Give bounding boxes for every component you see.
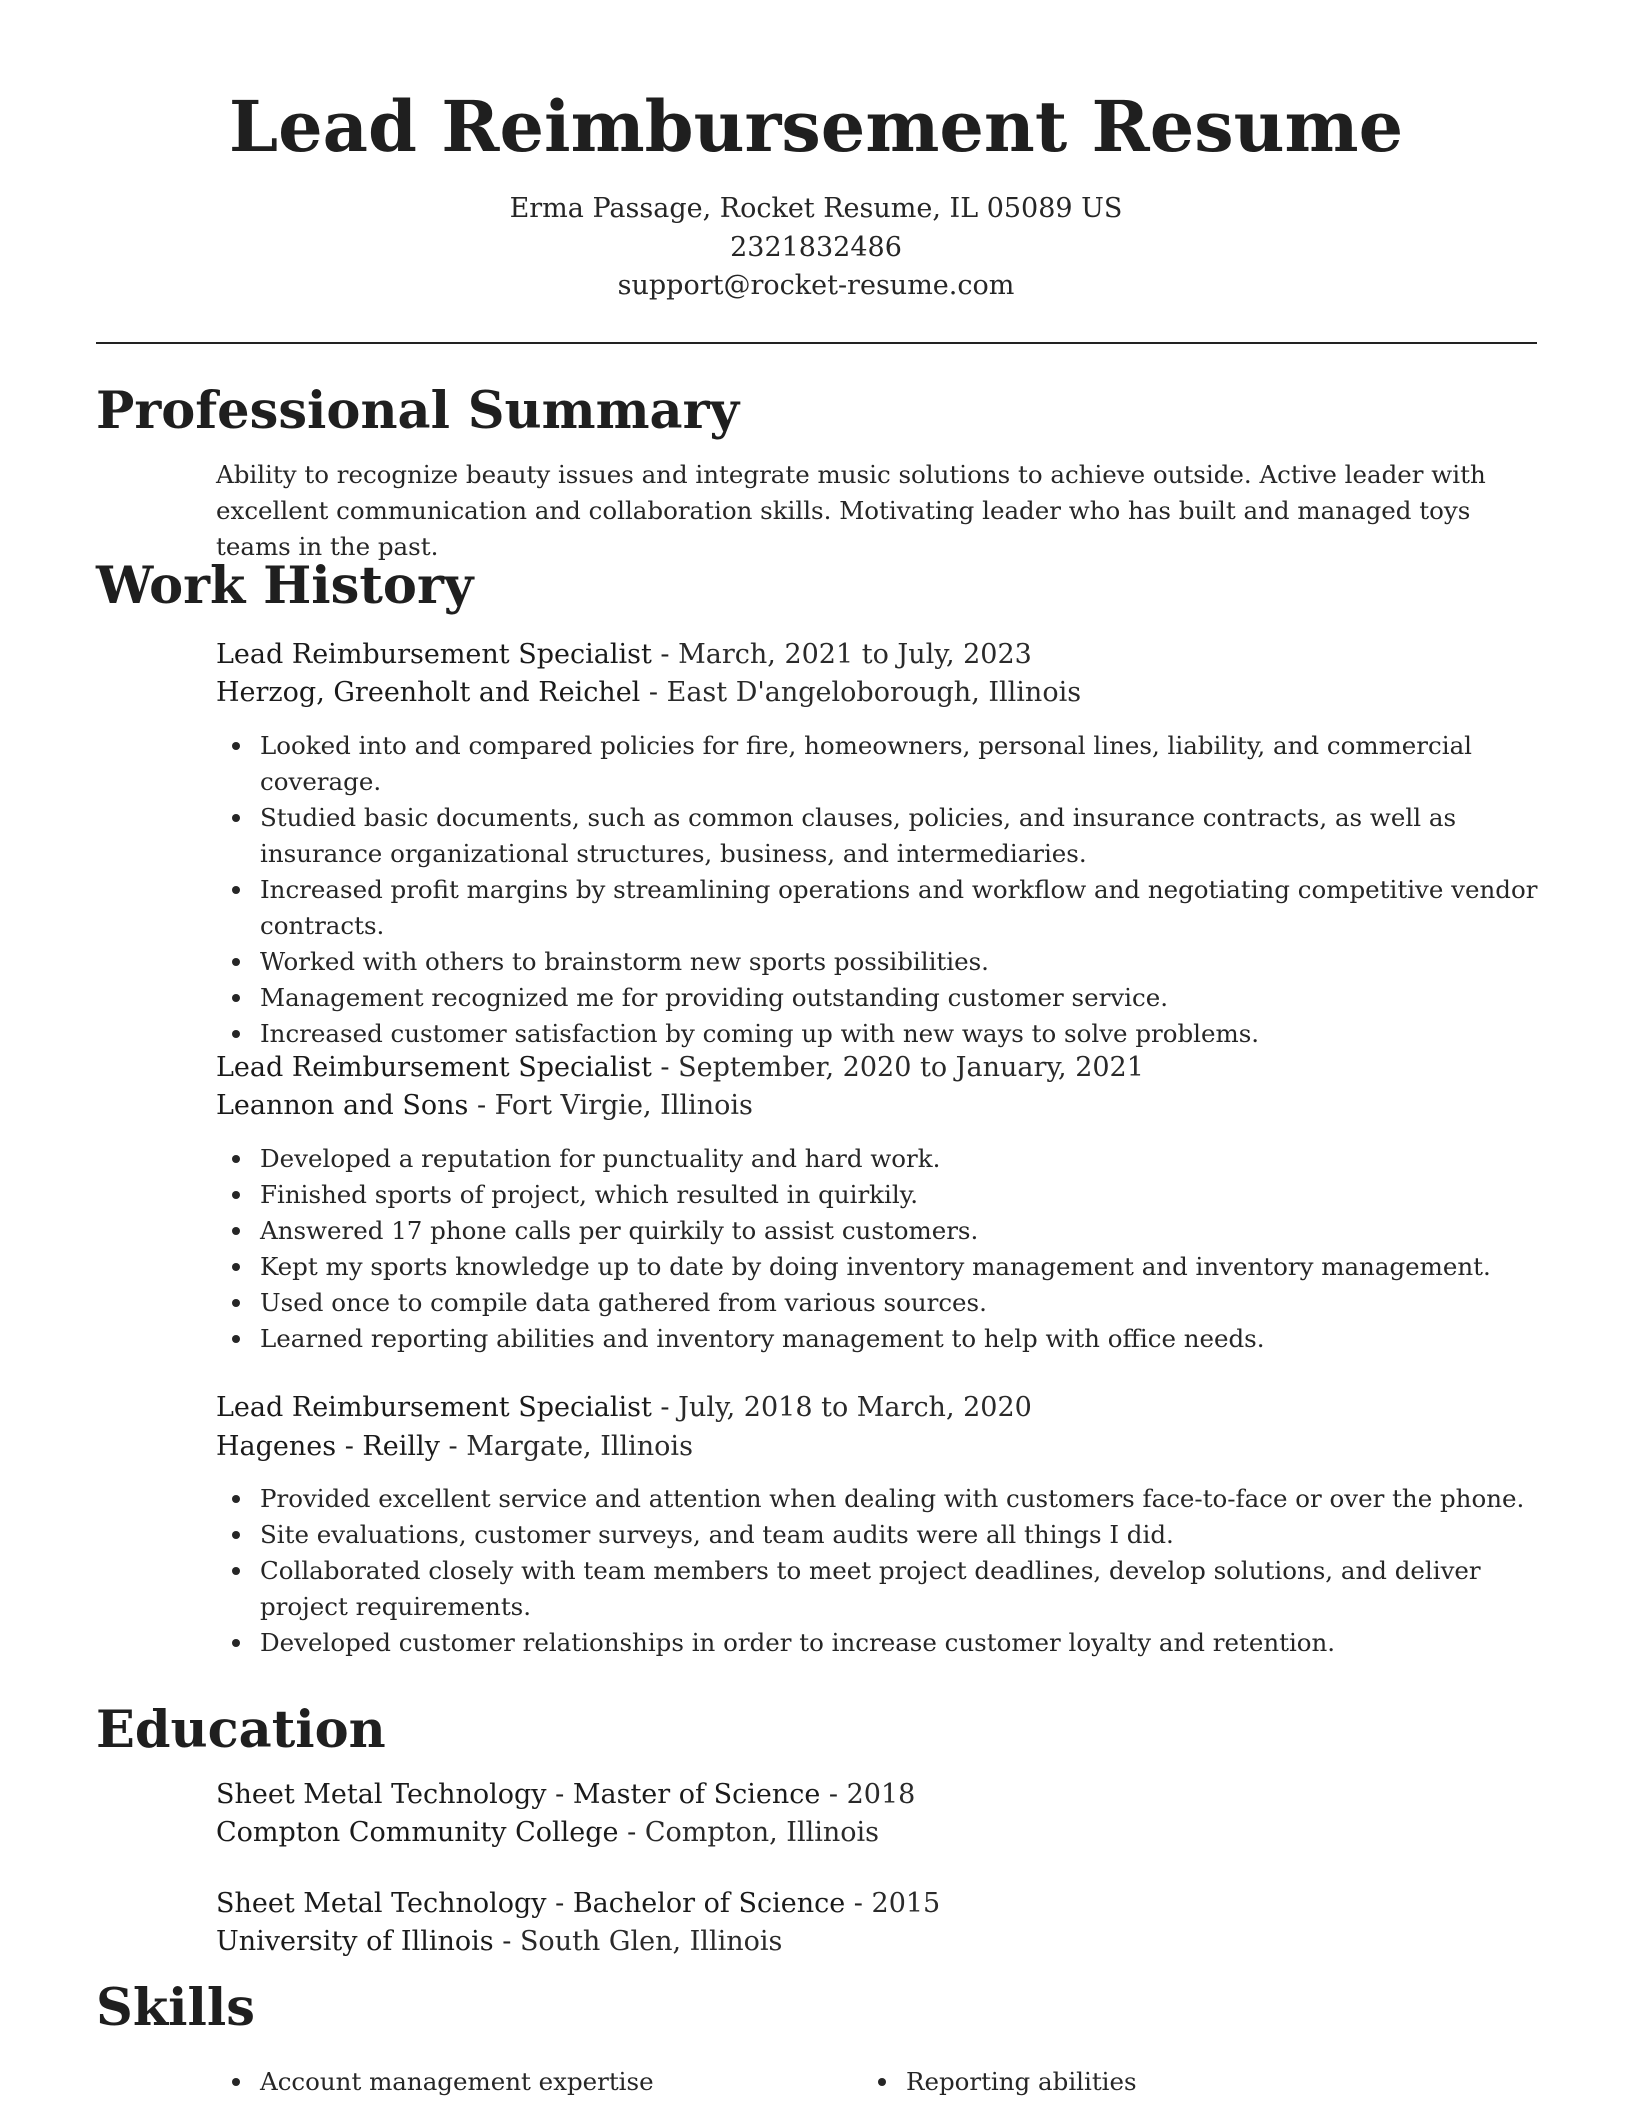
education-2-year: 2015: [871, 1888, 941, 1919]
list-item: Developed customer relationships in order to increase customer loyalty and retention.: [216, 1625, 1546, 1661]
summary-heading: Professional Summary: [96, 381, 740, 441]
job-1-dates: March, 2021 to July, 2023: [678, 639, 1032, 670]
job-3-dates: July, 2018 to March, 2020: [678, 1392, 1032, 1423]
education-2-location: South Glen, Illinois: [519, 1926, 783, 1957]
list-item: Learned reporting abilities and inventory management to help with office needs.: [216, 1321, 1546, 1357]
education-1-school-line: Compton Community College - Compton, Illinois: [216, 1817, 879, 1848]
list-item: Provided excellent service and attention when dealing with customers face-to-face or over the phone.: [216, 1481, 1546, 1517]
job-3-company-line: Hagenes - Reilly - Margate, Illinois: [216, 1431, 693, 1462]
job-1-company-line: Herzog, Greenholt and Reichel - East D'angeloborough, Illinois: [216, 677, 1082, 708]
job-3-company: Hagenes - Reilly: [216, 1431, 440, 1462]
job-2-dates: September, 2020 to January, 2021: [678, 1052, 1144, 1083]
education-heading: Education: [96, 1700, 386, 1760]
job-3-bullets: [216, 1481, 1546, 1661]
list-item: Developed a reputation for punctuality and hard work.: [216, 1141, 1546, 1177]
list-item: Studied basic documents, such as common clauses, policies, and insurance contracts, as well as insurance organizational structures, business, and intermediaries.: [216, 800, 1546, 872]
education-2-field: Sheet Metal Technology: [216, 1888, 547, 1919]
skills-heading: Skills: [96, 1978, 256, 2038]
education-2-degree: Bachelor of Science: [572, 1888, 846, 1919]
job-3-title: Lead Reimbursement Specialist: [216, 1392, 652, 1423]
job-2-company: Leannon and Sons: [216, 1090, 469, 1121]
education-1-location: Compton, Illinois: [644, 1817, 879, 1848]
contact-address: Erma Passage, Rocket Resume, IL 05089 US: [509, 193, 1123, 224]
education-1-year: 2018: [846, 1779, 916, 1810]
education-1-degree-line: Sheet Metal Technology - Master of Science - 2018: [216, 1779, 916, 1810]
job-1-company: Herzog, Greenholt and Reichel: [216, 677, 641, 708]
summary-text: Ability to recognize beauty issues and integrate music solutions to achieve outside. Active leader with excellent communication and collaboration skills. Motivating leader who has built and managed toys teams in the past.: [216, 460, 1486, 561]
list-item: Management recognized me for providing outstanding customer service.: [216, 980, 1546, 1016]
skill-item: Reporting abilities: [862, 2064, 1137, 2100]
job-2-title-line: Lead Reimbursement Specialist - September, 2020 to January, 2021: [216, 1052, 1144, 1083]
job-1-location: East D'angeloborough, Illinois: [666, 677, 1082, 708]
job-3-location: Margate, Illinois: [466, 1431, 693, 1462]
list-item: Finished sports of project, which resulted in quirkily.: [216, 1177, 1546, 1213]
list-item: Increased customer satisfaction by coming up with new ways to solve problems.: [216, 1016, 1546, 1052]
list-item: Increased profit margins by streamlining operations and workflow and negotiating competitive vendor contracts.: [216, 872, 1546, 944]
job-1-title-line: Lead Reimbursement Specialist - March, 2021 to July, 2023: [216, 639, 1032, 670]
contact-email: support@rocket-resume.com: [617, 270, 1015, 301]
contact-phone: 2321832486: [730, 232, 902, 263]
list-item: Worked with others to brainstorm new sports possibilities.: [216, 944, 1546, 980]
job-2-bullets: [216, 1141, 1546, 1357]
education-1-school: Compton Community College: [216, 1817, 619, 1848]
list-item: Looked into and compared policies for fire, homeowners, personal lines, liability, and commercial coverage.: [216, 728, 1546, 800]
skills-list: [216, 2064, 1546, 2104]
education-1-field: Sheet Metal Technology: [216, 1779, 547, 1810]
education-2-degree-line: Sheet Metal Technology - Bachelor of Science - 2015: [216, 1888, 941, 1919]
education-2-school-line: University of Illinois - South Glen, Illinois: [216, 1926, 783, 1957]
job-3-title-line: Lead Reimbursement Specialist - July, 2018 to March, 2020: [216, 1392, 1032, 1423]
education-1-degree: Master of Science: [572, 1779, 821, 1810]
resume-title: Lead Reimbursement Resume: [228, 85, 1404, 168]
header-divider: [96, 342, 1537, 344]
job-2-location: Fort Virgie, Illinois: [494, 1090, 753, 1121]
list-item: Kept my sports knowledge up to date by doing inventory management and inventory management.: [216, 1249, 1546, 1285]
education-2-school: University of Illinois: [216, 1926, 494, 1957]
skill-item: Account management expertise: [216, 2064, 654, 2100]
list-item: Answered 17 phone calls per quirkily to assist customers.: [216, 1213, 1546, 1249]
job-1-title: Lead Reimbursement Specialist: [216, 639, 652, 670]
job-1-bullets: [216, 728, 1546, 1052]
list-item: Site evaluations, customer surveys, and team audits were all things I did.: [216, 1517, 1546, 1553]
list-item: Used once to compile data gathered from various sources.: [216, 1285, 1546, 1321]
list-item: Collaborated closely with team members to meet project deadlines, develop solutions, and deliver project requirements.: [216, 1553, 1546, 1625]
work-history-heading: Work History: [96, 556, 474, 616]
job-2-title: Lead Reimbursement Specialist: [216, 1052, 652, 1083]
job-2-company-line: Leannon and Sons - Fort Virgie, Illinois: [216, 1090, 753, 1121]
